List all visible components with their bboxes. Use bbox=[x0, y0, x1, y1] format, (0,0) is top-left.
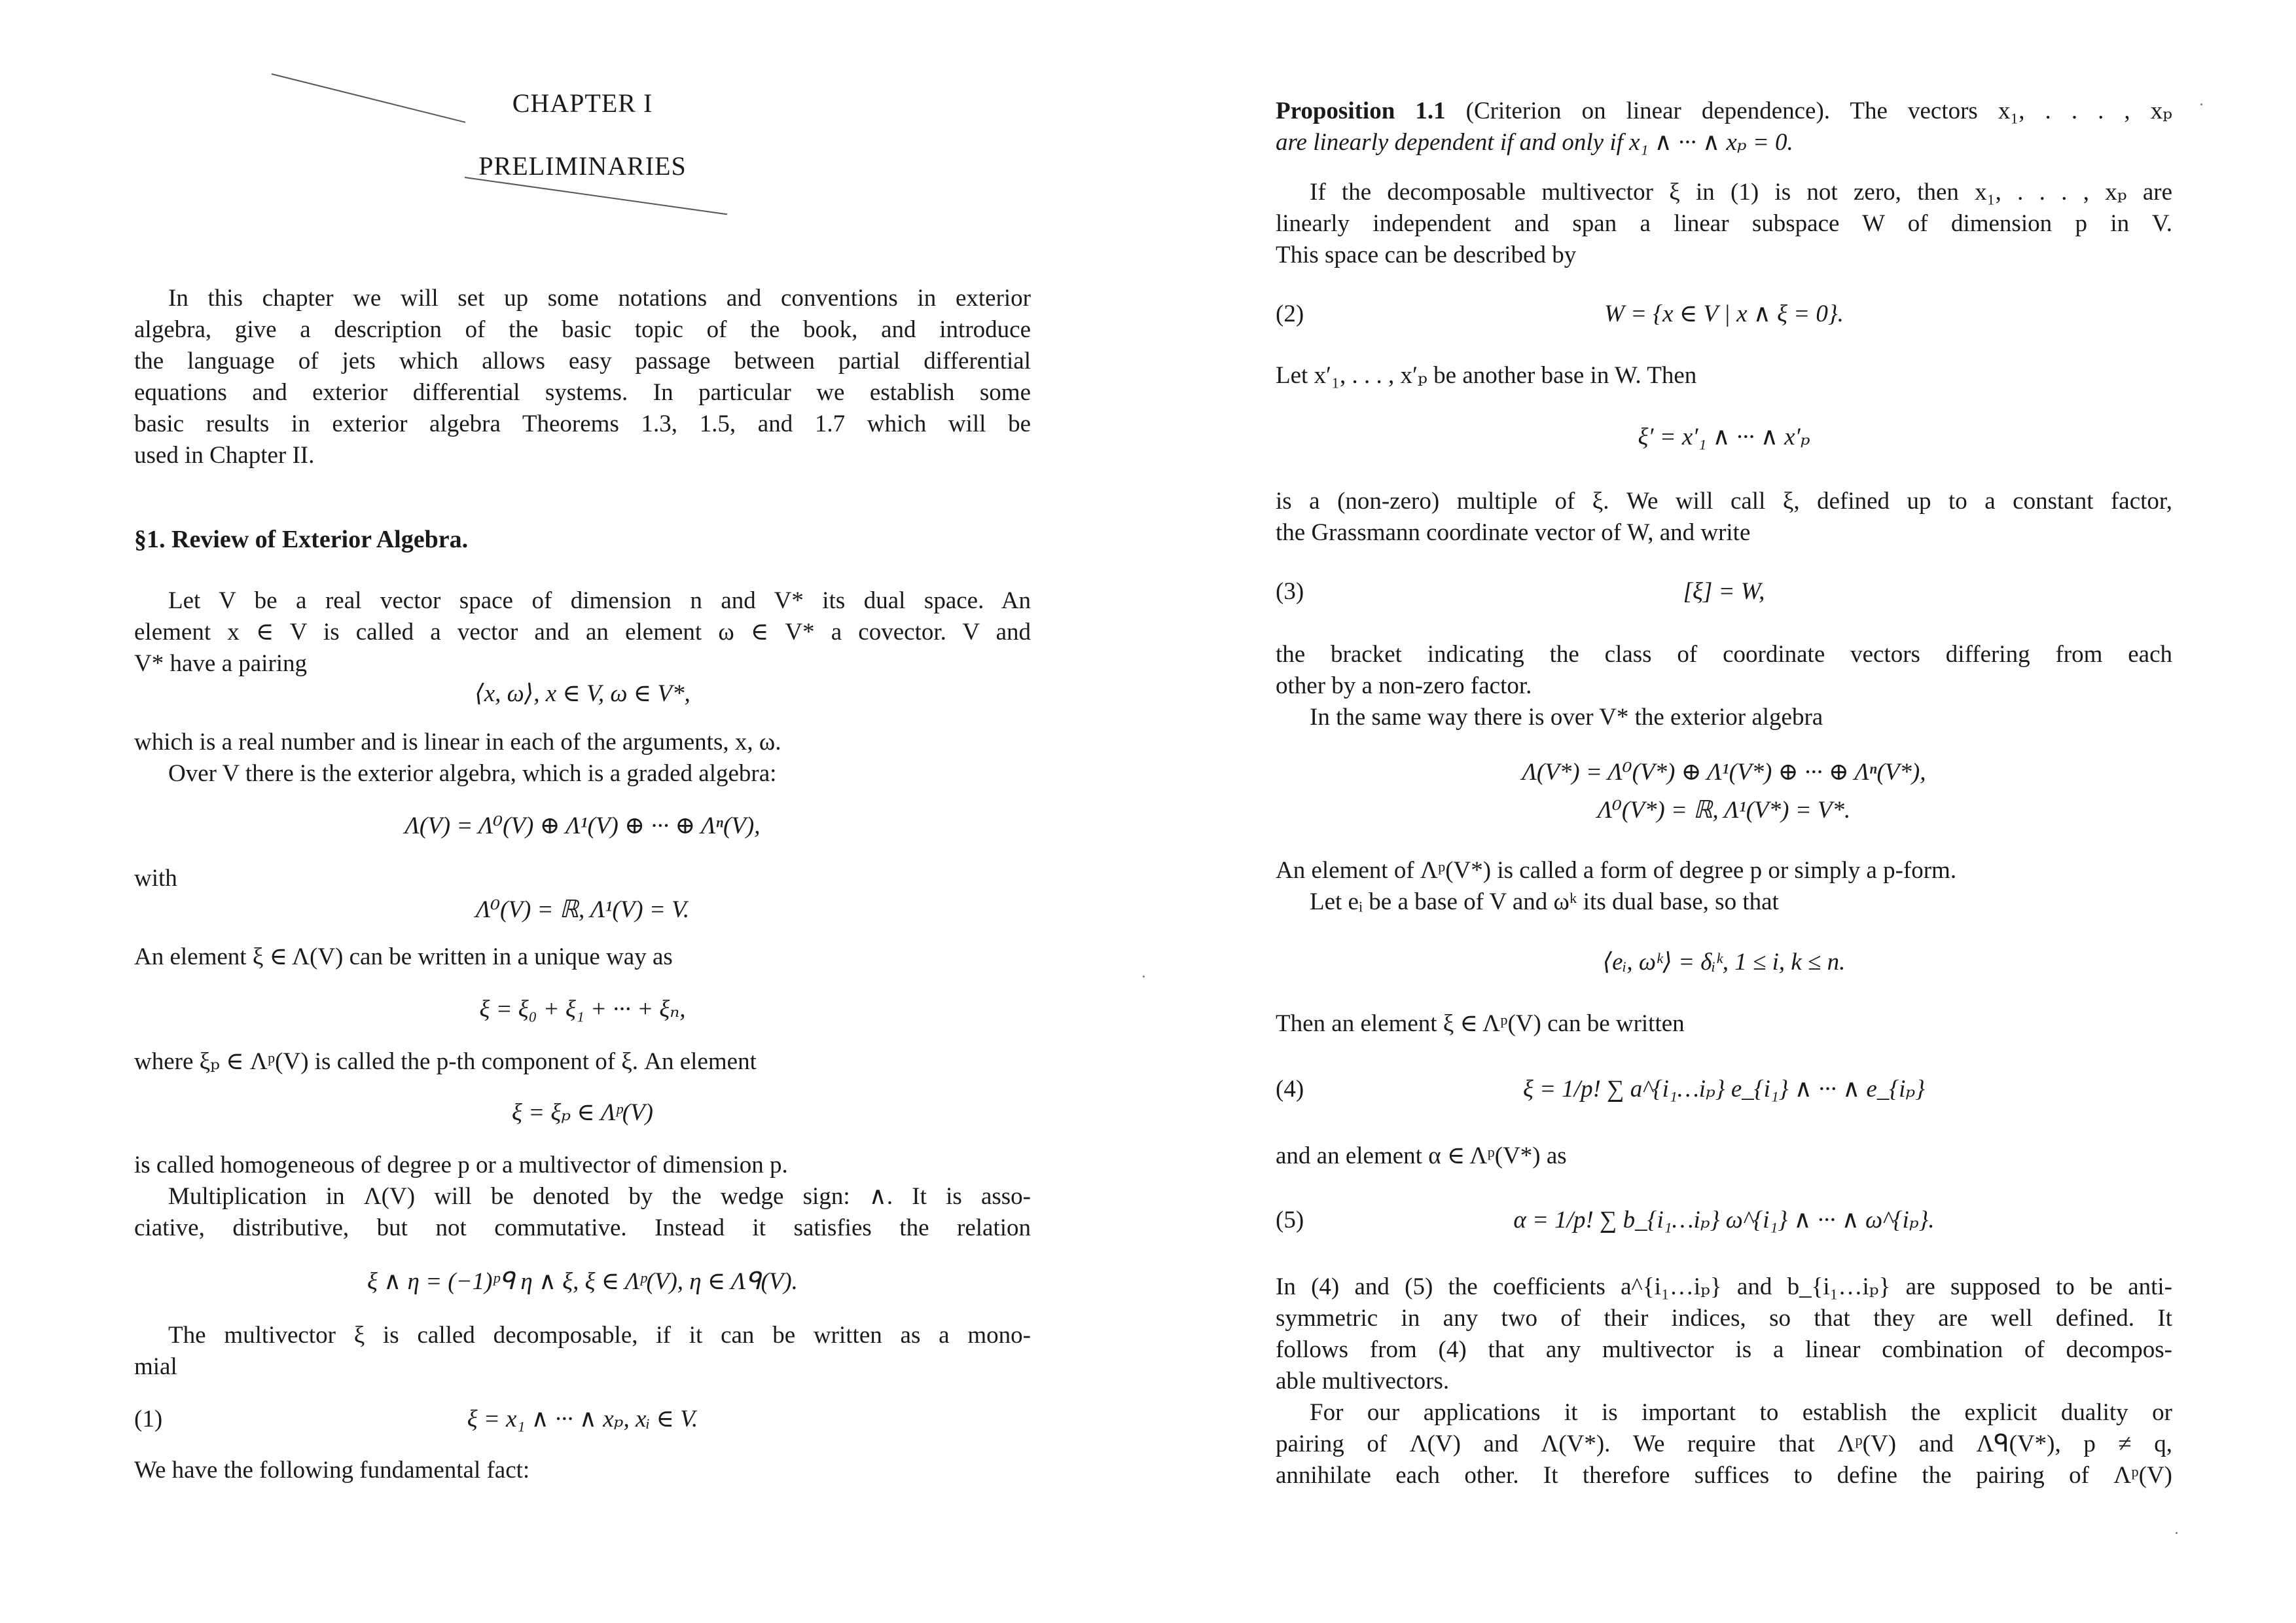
text-line: Let eᵢ be a base of V and ωᵏ its dual base, so that bbox=[1310, 888, 1779, 915]
scan-mark bbox=[1143, 976, 1145, 977]
equation-form-coordinates: α = 1/p! ∑ b_{i₁…iₚ} ω^{i₁} ∧ ··· ∧ ω^{iₚ}. bbox=[1513, 1207, 1935, 1233]
equation-pairing: ⟨x, ω⟩, x ∈ V, ω ∈ V*, bbox=[475, 680, 691, 707]
text-line: with bbox=[134, 865, 177, 892]
equation-number: (1) bbox=[134, 1406, 163, 1432]
text-line: The multivector ξ is called decomposable, if it can be written as a mono- bbox=[168, 1322, 1031, 1349]
text-line: We have the following fundamental fact: bbox=[134, 1457, 530, 1484]
text-line: is called homogeneous of degree p or a multivector of dimension p. bbox=[134, 1152, 788, 1178]
equation-component-sum: ξ = ξ₀ + ξ₁ + ··· + ξₙ, bbox=[479, 996, 686, 1023]
equation-number: (4) bbox=[1276, 1076, 1304, 1103]
text-line: the Grassmann coordinate vector of W, and write bbox=[1276, 519, 1751, 546]
chapter-title: CHAPTER I bbox=[512, 88, 653, 118]
equation-homogeneous: ξ = ξₚ ∈ Λᵖ(V) bbox=[512, 1099, 653, 1126]
text-line: able multivectors. bbox=[1276, 1368, 1450, 1395]
text-line: ciative, distributive, but not commutative. Instead it satisfies the relation bbox=[134, 1214, 1031, 1241]
equation-decomposable: ξ = x₁ ∧ ··· ∧ xₚ, xᵢ ∈ V. bbox=[467, 1406, 698, 1432]
equation-number: (3) bbox=[1276, 578, 1304, 605]
scan-mark bbox=[465, 177, 727, 215]
equation-dual-algebra: Λ(V*) = Λ⁰(V*) ⊕ Λ¹(V*) ⊕ ··· ⊕ Λⁿ(V*), bbox=[1522, 759, 1926, 786]
equation-dual-pairing: ⟨eᵢ, ωᵏ⟩ = δᵢᵏ, 1 ≤ i, k ≤ n. bbox=[1602, 949, 1846, 976]
intro-line: basic results in exterior algebra Theorems 1.3, 1.5, and 1.7 which will be bbox=[134, 410, 1031, 437]
text-line: and an element α ∈ Λᵖ(V*) as bbox=[1276, 1142, 1567, 1169]
text-line: mial bbox=[134, 1353, 177, 1380]
intro-line: used in Chapter II. bbox=[134, 442, 315, 469]
intro-line: the language of jets which allows easy passage between partial differential bbox=[134, 348, 1031, 374]
text-line: Multiplication in Λ(V) will be denoted by the wedge sign: ∧. It is asso- bbox=[168, 1183, 1031, 1210]
intro-line: algebra, give a description of the basic topic of the book, and introduce bbox=[134, 316, 1031, 343]
text-line: Over V there is the exterior algebra, which is a graded algebra: bbox=[168, 760, 777, 787]
intro-line: In this chapter we will set up some notations and conventions in exterior bbox=[168, 285, 1031, 312]
equation-base-components: Λ⁰(V) = ℝ, Λ¹(V) = V. bbox=[475, 896, 690, 923]
proposition-line: are linearly dependent if and only if x₁ ∧ ··· ∧ xₚ = 0. bbox=[1276, 129, 1793, 156]
text-line: For our applications it is important to establish the explicit duality or bbox=[1310, 1399, 2172, 1426]
scan-mark bbox=[2200, 103, 2202, 105]
text-line: element x ∈ V is called a vector and an element ω ∈ V* a covector. V and bbox=[134, 619, 1031, 646]
equation-graded-commutativity: ξ ∧ η = (−1)ᵖᑫ η ∧ ξ, ξ ∈ Λᵖ(V), η ∈ Λᑫ(V). bbox=[367, 1268, 798, 1295]
text-line: An element ξ ∈ Λ(V) can be written in a unique way as bbox=[134, 943, 673, 970]
text-line: linearly independent and span a linear subspace W of dimension p in V. bbox=[1276, 210, 2172, 237]
text-line: which is a real number and is linear in each of the arguments, x, ω. bbox=[134, 729, 781, 756]
text-line: follows from (4) that any multivector is a linear combination of decompos- bbox=[1276, 1336, 2172, 1363]
chapter-subtitle: PRELIMINARIES bbox=[478, 151, 687, 181]
equation-subspace: W = {x ∈ V | x ∧ ξ = 0}. bbox=[1604, 301, 1844, 327]
text-line: An element of Λᵖ(V*) is called a form of degree p or simply a p-form. bbox=[1276, 857, 1957, 884]
text-line: In (4) and (5) the coefficients a^{i₁…iₚ} and b_{i₁…iₚ} are supposed to be anti- bbox=[1276, 1273, 2172, 1300]
equation-number: (2) bbox=[1276, 301, 1304, 327]
equation-prime-base: ξ′ = x′₁ ∧ ··· ∧ x′ₚ bbox=[1638, 424, 1810, 450]
proposition-label: Proposition 1.1 bbox=[1276, 98, 1446, 124]
text-line: other by a non-zero factor. bbox=[1276, 672, 1532, 699]
proposition-text: (Criterion on linear dependence). The vectors x₁, . . . , xₚ bbox=[1465, 98, 2172, 124]
text-line: This space can be described by bbox=[1276, 242, 1577, 268]
text-line: where ξₚ ∈ Λᵖ(V) is called the p-th component of ξ. An element bbox=[134, 1048, 757, 1075]
equation-graded-algebra: Λ(V) = Λ⁰(V) ⊕ Λ¹(V) ⊕ ··· ⊕ Λⁿ(V), bbox=[404, 812, 761, 839]
text-line: Let x′₁, . . . , x′ₚ be another base in W. Then bbox=[1276, 362, 1697, 389]
text-line: Let V be a real vector space of dimension n and V* its dual space. An bbox=[168, 587, 1031, 614]
text-line: the bracket indicating the class of coordinate vectors differing from each bbox=[1276, 641, 2172, 668]
text-line: In the same way there is over V* the exterior algebra bbox=[1310, 704, 1823, 731]
section-heading: §1. Review of Exterior Algebra. bbox=[134, 526, 469, 553]
text-line: is a (non-zero) multiple of ξ. We will call ξ, defined up to a constant factor, bbox=[1276, 488, 2172, 515]
text-line: Then an element ξ ∈ Λᵖ(V) can be written bbox=[1276, 1010, 1685, 1037]
scan-mark bbox=[2176, 1532, 2178, 1534]
proposition-line bbox=[1276, 96, 2172, 127]
text-line: annihilate each other. It therefore suffices to define the pairing of Λᵖ(V) bbox=[1276, 1462, 2172, 1489]
equation-multivector-coordinates: ξ = 1/p! ∑ a^{i₁…iₚ} e_{i₁} ∧ ··· ∧ e_{iₚ} bbox=[1522, 1076, 1926, 1103]
equation-number: (5) bbox=[1276, 1207, 1304, 1233]
equation-dual-base-components: Λ⁰(V*) = ℝ, Λ¹(V*) = V*. bbox=[1597, 797, 1851, 824]
intro-line: equations and exterior differential systems. In particular we establish some bbox=[134, 379, 1031, 406]
text-line: V* have a pairing bbox=[134, 650, 308, 677]
text-line: symmetric in any two of their indices, so that they are well defined. It bbox=[1276, 1305, 2172, 1332]
text-line: pairing of Λ(V) and Λ(V*). We require that Λᵖ(V) and Λᑫ(V*), p ≠ q, bbox=[1276, 1431, 2172, 1457]
right-page bbox=[1148, 0, 2296, 1623]
equation-grassmann-class: [ξ] = W, bbox=[1683, 578, 1765, 605]
text-line: If the decomposable multivector ξ in (1) is not zero, then x₁, . . . , xₚ are bbox=[1310, 179, 2172, 206]
